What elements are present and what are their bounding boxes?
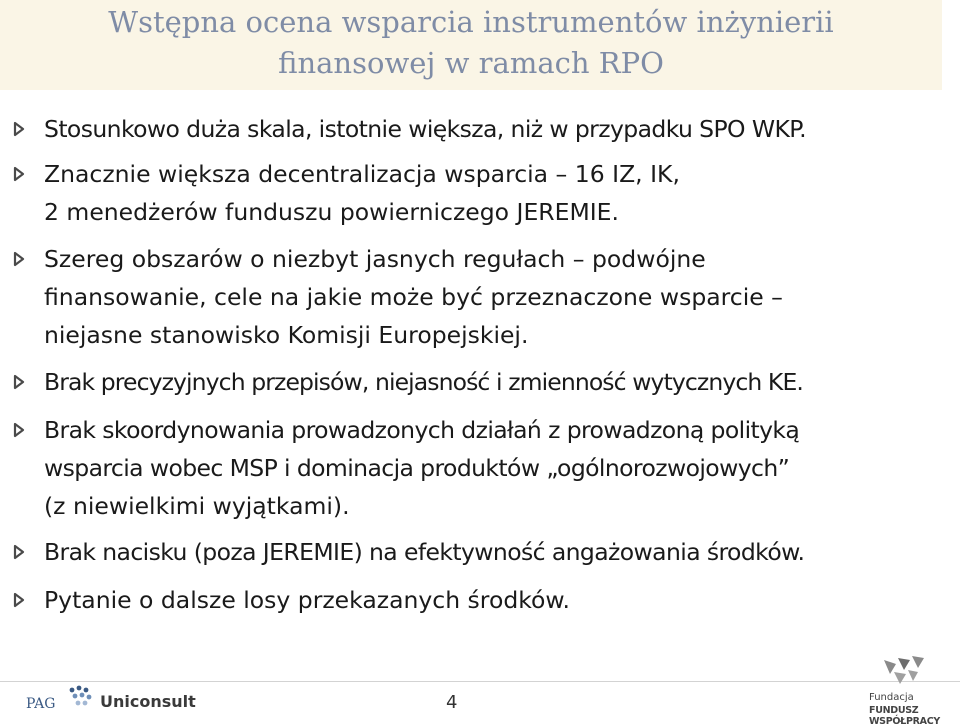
bullet-line: finansowanie, cele na jakie może być przeznaczone wsparcie – (44, 283, 783, 311)
bullet-line: Brak skoordynowania prowadzonych działań z prowadzoną polityką (44, 416, 800, 444)
triangle-right-icon (11, 592, 27, 608)
slide-title-line-2: finansowej w ramach RPO (278, 46, 664, 80)
bullet-line: Pytanie o dalsze losy przekazanych środków. (44, 586, 570, 614)
uniconsult-logo: Uniconsult (100, 692, 196, 711)
dots-logo-icon (68, 684, 94, 708)
triangle-right-icon (11, 374, 27, 390)
footer (0, 654, 960, 727)
triangle-right-icon (11, 422, 27, 438)
page-number: 4 (446, 692, 458, 713)
footer-divider (0, 681, 960, 682)
bullet-line: Szereg obszarów o niezbyt jasnych regułach – podwójne (44, 245, 706, 273)
slide-title-line-1: Wstępna ocena wsparcia instrumentów inżynierii (108, 5, 834, 39)
bullet-line: wsparcia wobec MSP i dominacja produktów „ogólnorozwojowych” (44, 454, 790, 482)
triangle-right-icon (11, 166, 27, 182)
bullet-line: Brak precyzyjnych przepisów, niejasność i zmienność wytycznych KE. (44, 368, 803, 396)
pag-logo: PAG (26, 696, 56, 712)
fundacja-logo-line-1: Fundacja (869, 692, 914, 703)
fundacja-logo-line-2: FUNDUSZ WSPÓŁPRACY (869, 705, 940, 727)
bullet-line: (z niewielkimi wyjątkami). (44, 492, 350, 520)
bullet-line: niejasne stanowisko Komisji Europejskiej. (44, 321, 529, 349)
bullet-line: Stosunkowo duża skala, istotnie większa, niż w przypadku SPO WKP. (44, 115, 807, 143)
triangle-right-icon (11, 544, 27, 560)
triangle-right-icon (11, 121, 27, 137)
fundacja-logo-icon (880, 654, 928, 686)
bullet-line: Brak nacisku (poza JEREMIE) na efektywność angażowania środków. (44, 538, 805, 566)
triangle-right-icon (11, 251, 27, 267)
bullet-line: 2 menedżerów funduszu powierniczego JEREMIE. (44, 198, 619, 226)
bullet-line: Znacznie większa decentralizacja wsparcia – 16 IZ, IK, (44, 160, 680, 188)
